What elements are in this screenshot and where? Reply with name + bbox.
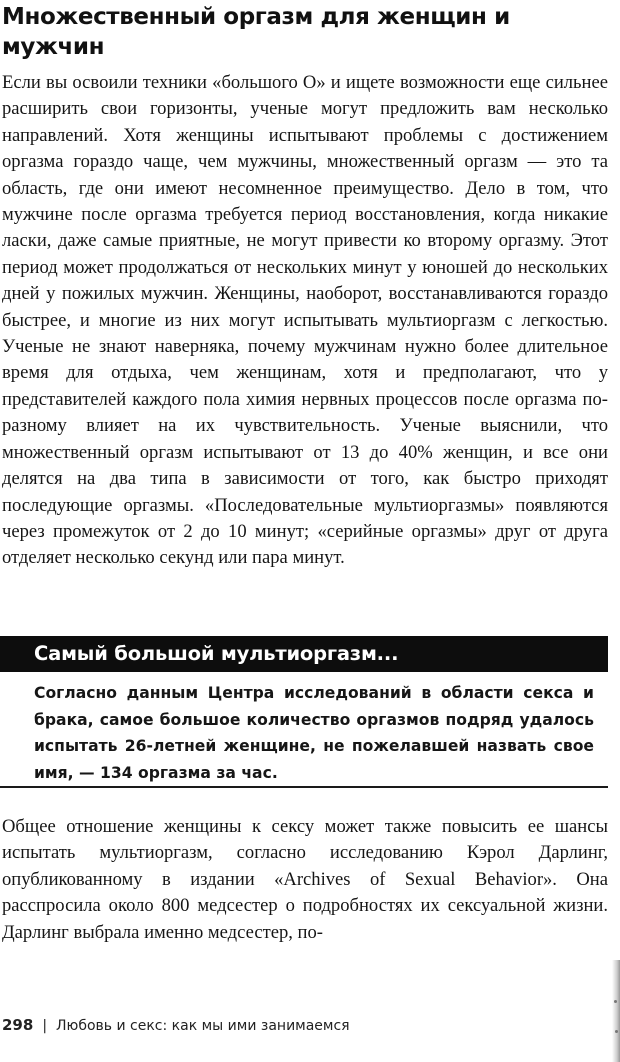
body-paragraph-2: Общее отношение женщины к сексу может также повысить ее шансы испытать мультиоргазм, согласно исследованию Кэрол Дарлинг, опубликованному в издании «Archives of Sexual Behavior». Она расспросила около 800 медсестер о подробностях их сексуальной жизни. Дарлинг выбрала именно медсестер, по- xyxy=(2,816,608,943)
section-heading: Множественный оргазм для женщин и мужчин xyxy=(2,4,510,60)
sidebar-bottom-rule xyxy=(0,786,608,788)
body-paragraph-1: Если вы освоили техники «большого О» и ищете возможности еще сильнее расширить свои горизонты, ученые могут предложить вам несколько направлений. Хотя женщины испытывают проблемы с достижением оргазма гораздо чаще, чем мужчины, множественный оргазм — это та область, где они имеют несомненное преимущество. Дело в том, что мужчине после оргазма требуется период восстановления, когда никакие ласки, даже самые приятные, не могут привести ко второму оргазму. Этот период может продолжаться от нескольких минут у юношей до нескольких дней у пожилых мужчин. Женщины, наоборот, восстанавливаются гораздо быстрее, и многие из них могут испытывать мультиоргазм с легкостью. Ученые не знают наверняка, почему мужчинам нужно более длительное время для отдыха, чем женщинам, хотя и предполагают, что у представителей каждого пола химия нервных процессов после оргазма по-разному влияет на их чувствительность. Ученые выяснили, что множественный оргазм испытывают от 13 до 40% женщин, и все они делятся на два типа в зависимости от того, как быстро приходят последующие оргазмы. «Последовательные мультиоргазмы» появляются через промежуток от 2 до 10 минут; «серийные оргазмы» друг от друга отделяет несколько секунд или пара минут. xyxy=(2,72,608,569)
running-title: Любовь и секс: как мы ими занимаемся xyxy=(56,1018,350,1034)
scan-edge-shadow xyxy=(612,960,620,1062)
page-footer xyxy=(2,1015,562,1036)
footer-separator: | xyxy=(42,1018,48,1034)
sidebar-body: Согласно данным Центра исследований в области секса и брака, самое большое количество оргазмов подряд удалось испытать 26-летней женщине, не пожелавшей назвать свое имя, — 134 оргазма за час. xyxy=(34,684,594,782)
page-number: 298 xyxy=(2,1016,34,1034)
sidebar-title: Самый большой мультиоргазм... xyxy=(0,636,608,672)
sidebar-box xyxy=(0,636,608,786)
